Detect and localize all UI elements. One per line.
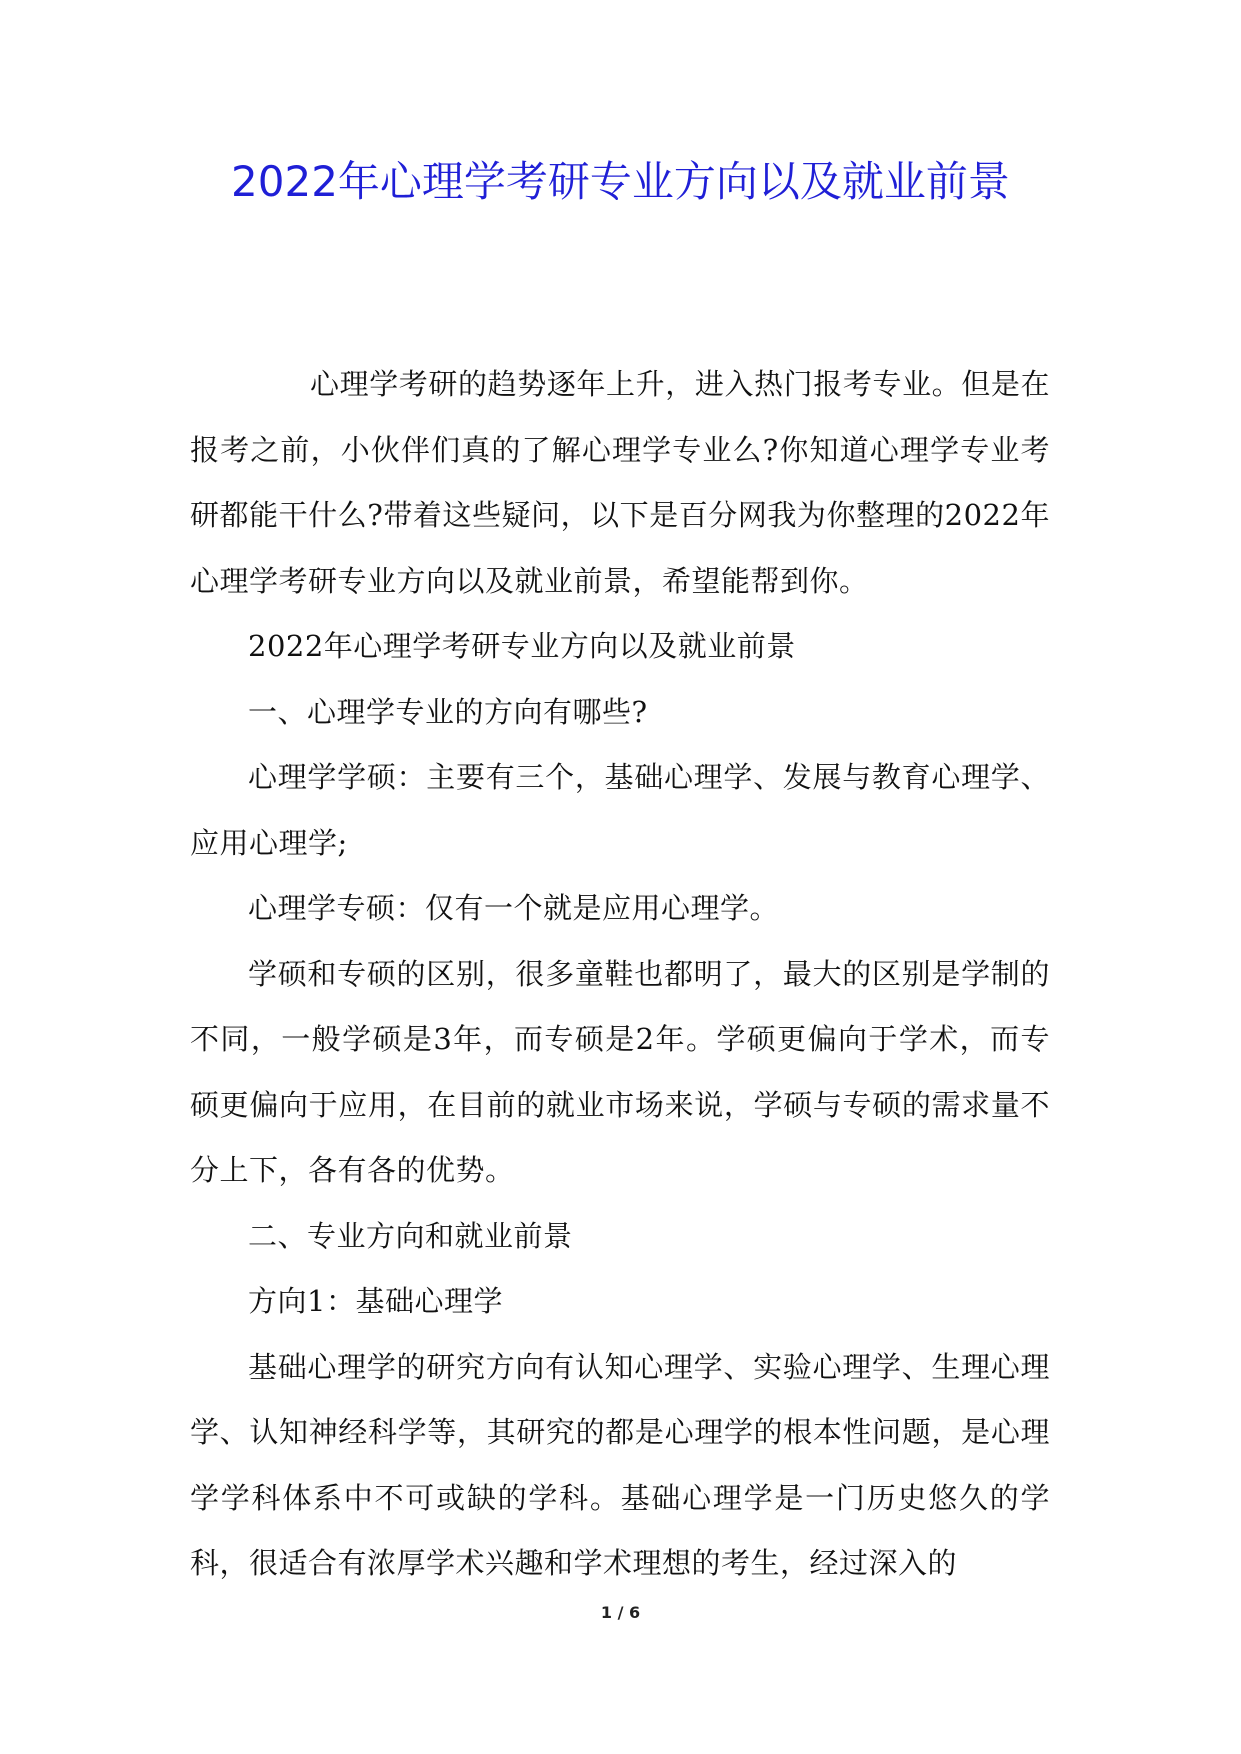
paragraph-section-2-heading: 二、专业方向和就业前景 [248, 1218, 573, 1253]
paragraph-direction-1-heading: 方向1：基础心理学 [248, 1284, 503, 1318]
paragraph-subtitle: 2022年心理学考研专业方向以及就业前景 [248, 629, 796, 663]
paragraph-difference: 学硕和专硕的区别，很多童鞋也都明了，最大的区别是学制的不同，一般学硕是3年，而专硕是2年。学硕更偏向于学术，而专硕更偏向于应用，在目前的就业市场来说，学硕与专硕的需求量不分上下，各有各的优势。 [190, 956, 1050, 1187]
paragraph-academic-master: 心理学学硕：主要有三个，基础心理学、发展与教育心理学、应用心理学; [190, 760, 1050, 860]
page-number: 1 / 6 [600, 1603, 641, 1622]
paragraph-professional-master: 心理学专硕：仅有一个就是应用心理学。 [248, 891, 780, 925]
document-title: 2022年心理学考研专业方向以及就业前景 [231, 157, 1010, 206]
paragraph-direction-1-body: 基础心理学的研究方向有认知心理学、实验心理学、生理心理学、认知神经科学等，其研究的都是心理学的根本性问题，是心理学学科体系中不可或缺的学科。基础心理学是一门历史悠久的学科，很适合有浓厚学术兴趣和学术理想的考生，经过深入的 [190, 1349, 1050, 1580]
paragraph-intro: 心理学考研的趋势逐年上升，进入热门报考专业。但是在报考之前，小伙伴们真的了解心理学专业么?你知道心理学专业考研都能干什么?带着这些疑问，以下是百分网我为你整理的2022年心理学考研专业方向以及就业前景，希望能帮到你。 [190, 367, 1050, 598]
document-body [190, 352, 1050, 1597]
paragraph-section-1-heading: 一、心理学专业的方向有哪些? [248, 694, 648, 729]
